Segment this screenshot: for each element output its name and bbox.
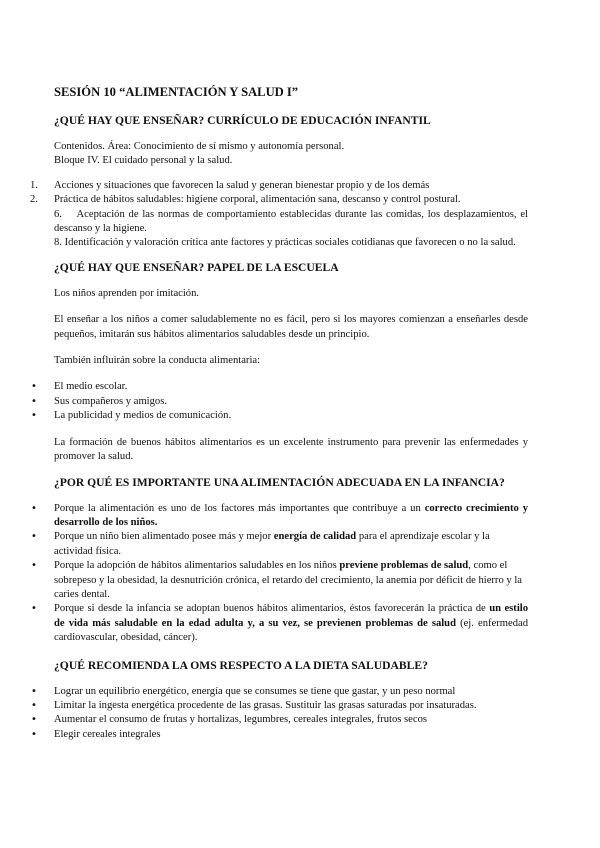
bullet-icon — [31, 559, 37, 573]
list-item-text: Porque un niño bien alimentado posee más y mejor — [54, 531, 274, 543]
list-item — [54, 395, 528, 409]
emphasis-text: correcto crecimiento y desarrollo de los niños. — [54, 502, 528, 528]
section-heading-oms: ¿QUÉ RECOMIENDA LA OMS RESPECTO A LA DIETA SALUDABLE? — [54, 658, 428, 672]
list-item-text: para el aprendizaje escolar y la actividad física. — [54, 531, 490, 557]
bullet-icon — [31, 699, 37, 713]
list-item-text: Limitar la ingesta energética procedente de las grasas. Sustituir las grasas saturadas por insaturadas. — [54, 699, 477, 711]
list-item — [54, 602, 528, 645]
list-item-text: Porque si desde la infancia se adoptan buenos hábitos alimentarios, éstos favorecerán la práctica de — [54, 603, 490, 615]
list-item-text: Acciones y situaciones que favorecen la salud y generan bienestar propio y de los demás — [54, 179, 430, 191]
list-item — [54, 530, 528, 559]
influences-list — [54, 380, 528, 423]
bullet-icon — [31, 502, 37, 516]
list-item — [54, 699, 528, 713]
list-item-text: La publicidad y medios de comunicación. — [54, 410, 232, 422]
list-item-text: Porque la adopción de hábitos alimentarios saludables en los niños — [54, 560, 340, 572]
list-item-text: , como el sobrepeso y la obesidad, la desnutrición crónica, el retardo del crecimiento, la anemia por déficit de hierro y la caries dental. — [54, 560, 522, 600]
emphasis-text: previene problemas de salud — [339, 560, 469, 572]
bullet-icon — [31, 380, 37, 394]
bullet-icon — [31, 713, 37, 727]
list-number: 1. — [30, 179, 38, 191]
contents-line: Contenidos. Área: Conocimiento de sí mismo y autonomía personal. — [54, 141, 345, 152]
list-item-text: Porque la alimentación es uno de los factores más importantes que contribuye a un — [54, 502, 425, 514]
paragraph: También influirán sobre la conducta alimentaria: — [54, 355, 261, 367]
section-heading-escuela: ¿QUÉ HAY QUE ENSEÑAR? PAPEL DE LA ESCUELA — [54, 260, 339, 274]
list-item-text: Práctica de hábitos saludables: higiene corporal, alimentación sana, descanso y control postural. — [54, 194, 461, 206]
list-item — [30, 179, 528, 193]
list-item-text: Elegir cereales integrales — [54, 728, 161, 740]
list-item — [30, 193, 528, 207]
list-number: 2. — [30, 194, 38, 206]
list-item-text: Sus compañeros y amigos. — [54, 395, 167, 407]
list-item — [54, 409, 528, 423]
document-body — [30, 84, 531, 754]
page-title: SESIÓN 10 “ALIMENTACIÓN Y SALUD I” — [54, 85, 299, 99]
paragraph: Los niños aprenden por imitación. — [54, 287, 200, 299]
list-item-text: Lograr un equilibrio energético, energía que se consumes se tiene que gastar, y un peso normal — [54, 685, 456, 697]
list-item — [54, 502, 528, 531]
bullet-icon — [31, 409, 37, 423]
list-item-text: Aumentar el consumo de frutas y hortalizas, legumbres, cereales integrales, frutos secos — [54, 714, 428, 726]
list-item: 6. Aceptación de las normas de comportamiento establecidas durante las comidas, los desplazamientos, el descanso y la higiene. — [54, 208, 531, 235]
list-item — [54, 559, 528, 602]
list-item — [54, 380, 528, 394]
bullet-icon — [31, 395, 37, 409]
oms-list — [54, 685, 528, 743]
section-heading-importancia: ¿POR QUÉ ES IMPORTANTE UNA ALIMENTACIÓN ADECUADA EN LA INFANCIA? — [54, 475, 505, 489]
list-item — [54, 713, 528, 727]
bullet-icon — [31, 530, 37, 544]
emphasis-text: un estilo de vida más saludable en la edad adulta y, a su vez, se previenen problemas de salud — [54, 603, 529, 629]
list-item — [54, 685, 528, 699]
contents-block — [54, 140, 528, 169]
emphasis-text: energía de calidad — [273, 531, 357, 543]
bullet-icon — [31, 685, 37, 699]
bullet-icon — [31, 728, 37, 742]
list-item: 8. Identificación y valoración crítica ante factores y prácticas sociales cotidianas que favorecen o no la salud. — [54, 237, 516, 249]
bullet-icon — [31, 602, 37, 616]
list-item — [54, 728, 528, 742]
reasons-list — [54, 502, 528, 646]
list-item-text: (ej. enfermedad cardiovascular, obesidad, cáncer). — [54, 617, 528, 644]
section-heading-curriculo: ¿QUÉ HAY QUE ENSEÑAR? CURRÍCULO DE EDUCACIÓN INFANTIL — [54, 114, 431, 127]
paragraph: El enseñar a los niños a comer saludablemente no es fácil, pero si los mayores comienzan a enseñarles desde pequeños, imitarán sus hábitos alimentarios saludables desde un principio. — [54, 314, 528, 340]
contents-line: Bloque IV. El cuidado personal y la salud. — [54, 155, 233, 167]
curriculum-list — [0, 179, 531, 251]
list-item-text: El medio escolar. — [54, 381, 128, 393]
paragraph: La formación de buenos hábitos alimentarios es un excelente instrumento para prevenir las enfermedades y promover la salud. — [54, 436, 528, 463]
